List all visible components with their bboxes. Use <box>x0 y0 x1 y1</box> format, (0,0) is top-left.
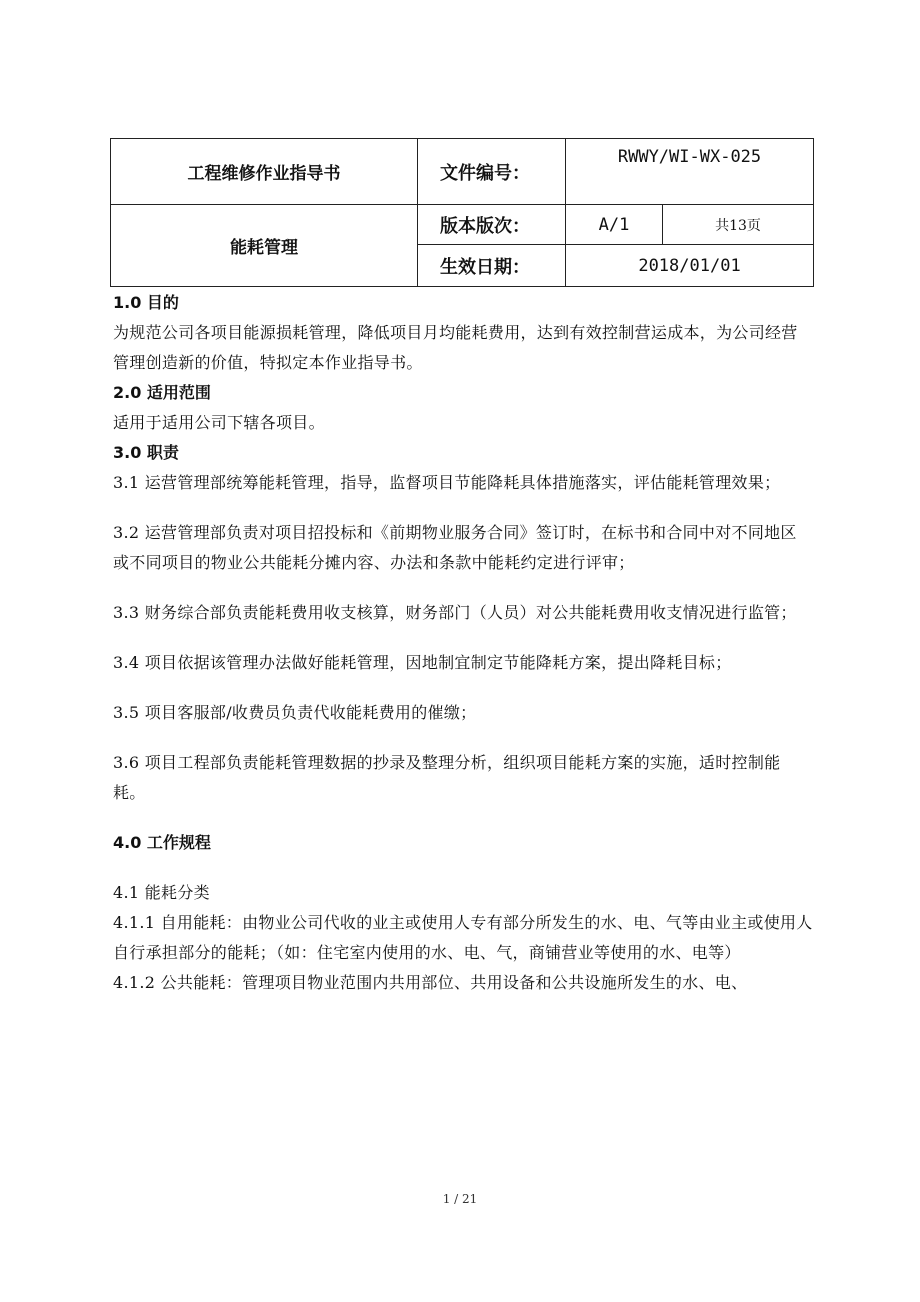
document-header-table <box>110 138 814 287</box>
document-body <box>113 288 813 998</box>
paragraph: 3.1 运营管理部统筹能耗管理，指导，监督项目节能降耗具体措施落实，评估能耗管理效果； <box>113 473 781 492</box>
section-heading: 4.0 工作规程 <box>113 833 211 852</box>
doc-number-label: 文件编号： <box>418 139 566 205</box>
section-heading: 1.0 目的 <box>113 293 179 312</box>
paragraph: 适用于适用公司下辖各项目。 <box>113 413 325 432</box>
doc-number: RWWY/WI-WX-025 <box>566 139 814 205</box>
paragraph: 3.6 项目工程部负责能耗管理数据的抄录及整理分析，组织项目能耗方案的实施，适时控制能耗。 <box>113 753 781 802</box>
paragraph: 3.5 项目客服部/收费员负责代收能耗费用的催缴； <box>113 703 477 722</box>
paragraph: 3.4 项目依据该管理办法做好能耗管理，因地制宜制定节能降耗方案，提出降耗目标； <box>113 653 732 672</box>
effective-date: 2018/01/01 <box>566 245 814 287</box>
document-subject: 能耗管理 <box>111 205 418 287</box>
document-title: 工程维修作业指导书 <box>111 139 418 205</box>
version-label: 版本版次： <box>418 205 566 245</box>
paragraph: 3.2 运营管理部负责对项目招投标和《前期物业服务合同》签订时，在标书和合同中对不同地区或不同项目的物业公共能耗分摊内容、办法和条款中能耗约定进行评审； <box>113 523 797 572</box>
paragraph: 为规范公司各项目能源损耗管理，降低项目月均能耗费用，达到有效控制营运成本，为公司经营管理创造新的价值，特拟定本作业指导书。 <box>113 323 798 372</box>
effective-date-label: 生效日期： <box>418 245 566 287</box>
page-count: 共13页 <box>663 205 814 245</box>
version-value: A/1 <box>566 205 663 245</box>
paragraph: 4.1.1 自用能耗：由物业公司代收的业主或使用人专有部分所发生的水、电、气等由业主或使用人自行承担部分的能耗；（如：住宅室内使用的水、电、气，商铺营业等使用的水、电等） <box>113 913 813 962</box>
paragraph: 4.1.2 公共能耗：管理项目物业范围内共用部位、共用设备和公共设施所发生的水、电、 <box>113 973 748 992</box>
subsection-heading: 4.1 能耗分类 <box>113 883 210 902</box>
page-number: 1 / 21 <box>442 1192 478 1206</box>
section-heading: 2.0 适用范围 <box>113 383 211 402</box>
section-heading: 3.0 职责 <box>113 443 179 462</box>
paragraph: 3.3 财务综合部负责能耗费用收支核算，财务部门（人员）对公共能耗费用收支情况进行监管； <box>113 603 797 622</box>
